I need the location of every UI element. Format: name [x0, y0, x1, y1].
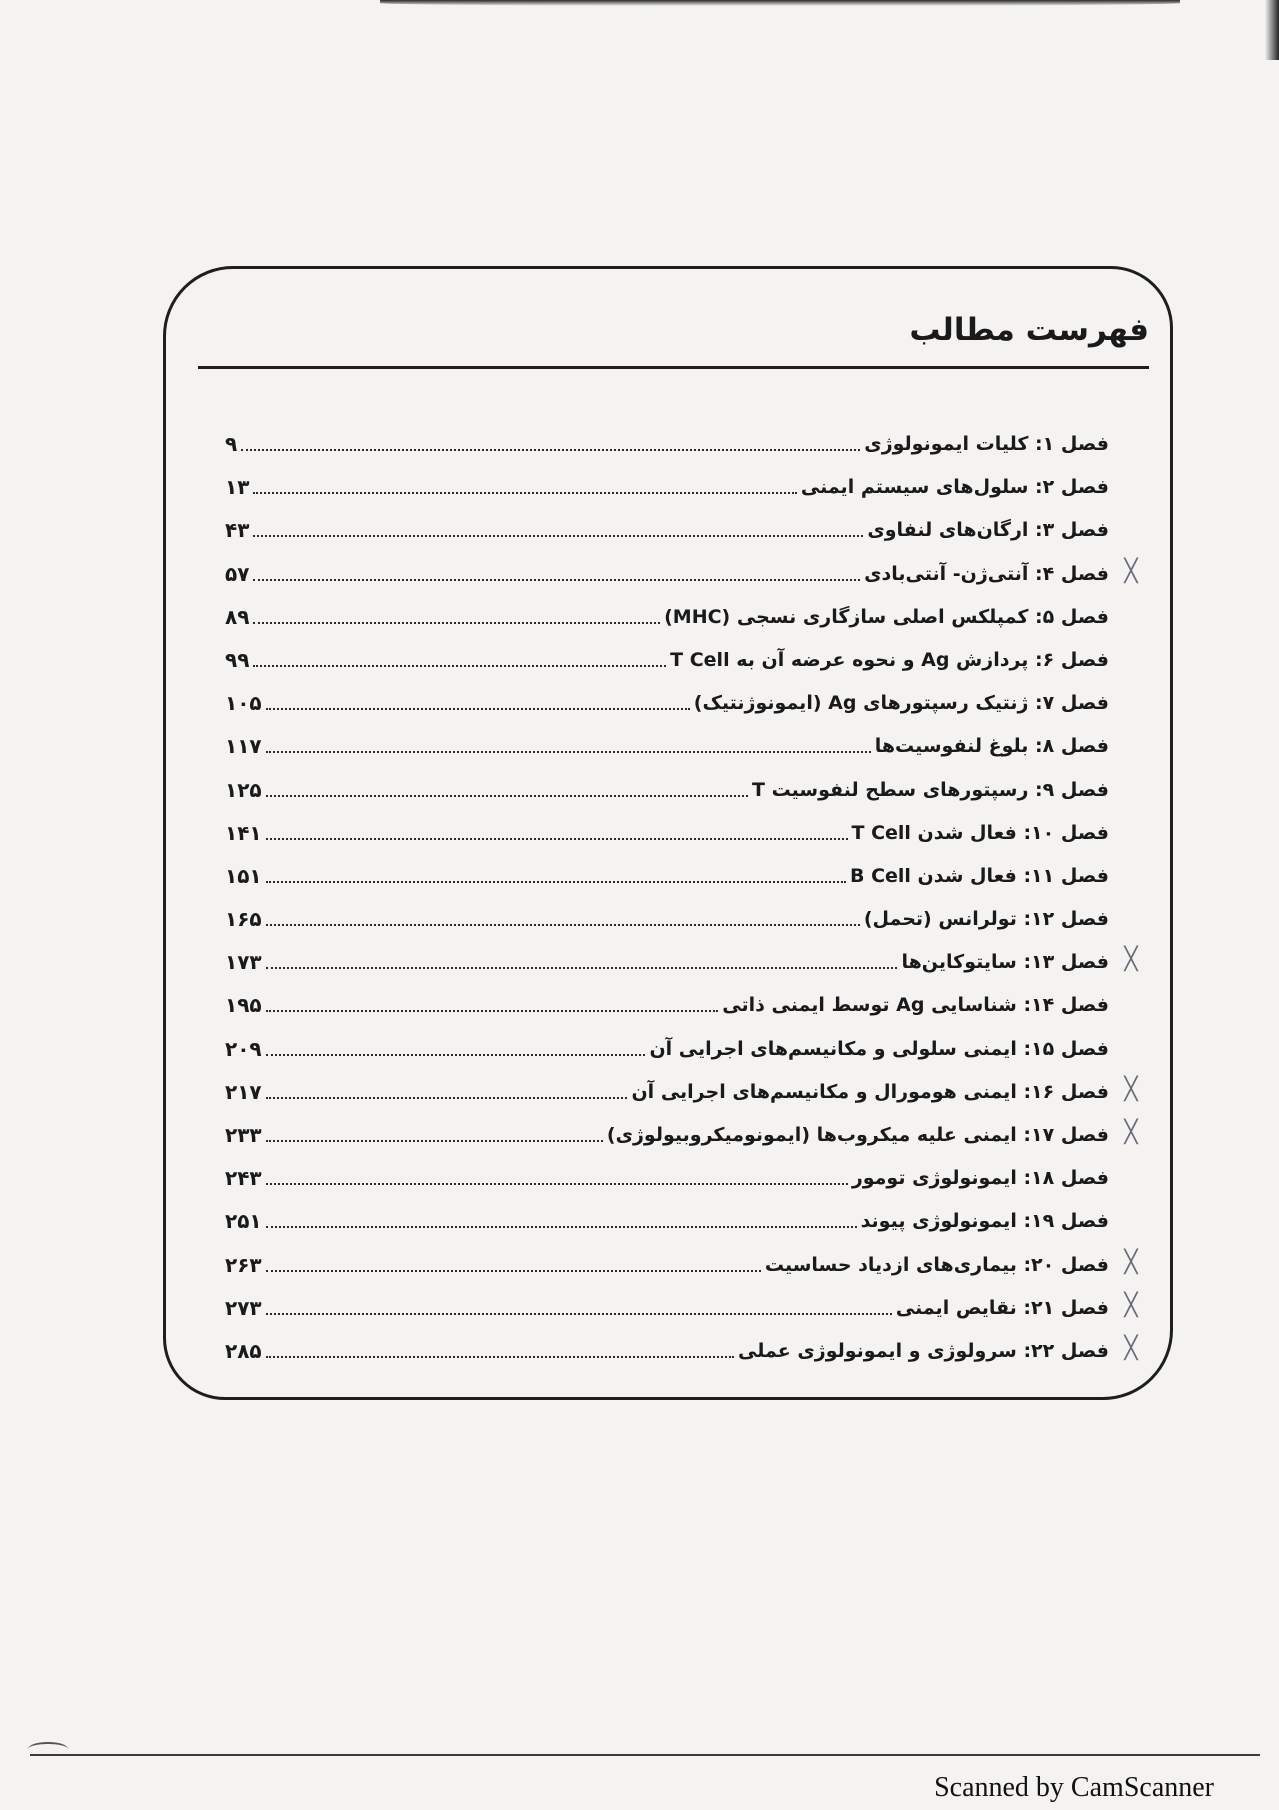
pencil-check-icon: ╳ [1124, 947, 1138, 973]
toc-chapter-title: فصل ۱۷: ایمنی علیه میکروب‌ها (ایمونومیکروبیولوژی) [606, 1124, 1109, 1146]
toc-page-number: ۹ [225, 432, 238, 456]
title-rule [198, 366, 1149, 369]
toc-entry-line [225, 1117, 1109, 1147]
toc-entry[interactable] [0, 728, 1279, 771]
toc-page-number: ۱۳ [225, 475, 250, 500]
toc-chapter-title: فصل ۱۱: فعال شدن B Cell [849, 864, 1109, 887]
pencil-check-icon: ╳ [1124, 1120, 1138, 1145]
dot-leader [266, 1270, 761, 1272]
toc-page-number: ۱۶۵ [225, 907, 262, 932]
toc-entry[interactable] [0, 1160, 1279, 1203]
toc-chapter-title: فصل ۱۰: فعال شدن T Cell [851, 821, 1109, 844]
toc-entry-line [225, 512, 1109, 542]
dot-leader [266, 838, 848, 840]
dot-leader [266, 967, 898, 969]
dot-leader [266, 1054, 646, 1056]
toc-entry-line [225, 728, 1109, 758]
toc-entry-line [225, 426, 1109, 456]
toc-page-number: ۱۲۵ [225, 777, 262, 802]
toc-page-number: ۲۶۳ [225, 1252, 262, 1277]
toc-chapter-title: فصل ۴: آنتی‌ژن- آنتی‌بادی [864, 562, 1109, 585]
toc-entry-line [225, 1203, 1109, 1233]
toc-chapter-title: فصل ۳: ارگان‌های لنفاوی [867, 519, 1109, 542]
dot-leader [266, 708, 690, 710]
toc-entry-line [225, 642, 1109, 672]
dot-leader [266, 1097, 628, 1099]
toc-entry-line [225, 1333, 1109, 1363]
dot-leader [253, 665, 666, 667]
dot-leader [253, 579, 860, 581]
toc-chapter-title: فصل ۲: سلول‌های سیستم ایمنی [800, 476, 1109, 499]
corner-shadow [1265, 0, 1279, 60]
dot-leader [266, 751, 871, 753]
toc-entry-line [225, 1290, 1109, 1320]
toc-entry-line [225, 469, 1109, 499]
toc-chapter-title: فصل ۱۲: تولرانس (تحمل) [863, 908, 1109, 931]
toc-page-number: ۲۷۳ [225, 1295, 262, 1320]
toc-page-number: ۲۱۷ [225, 1079, 262, 1104]
dot-leader [266, 1356, 734, 1358]
toc-entry-line [225, 685, 1109, 715]
toc-entry[interactable] [0, 1031, 1279, 1074]
toc-page-number: ۱۴۱ [225, 820, 262, 845]
toc-entry-line [225, 1031, 1109, 1061]
dot-leader [266, 1140, 603, 1142]
toc-entry[interactable] [0, 815, 1279, 858]
toc-entry-line [225, 901, 1109, 931]
toc-entry[interactable] [0, 685, 1279, 728]
toc-entry[interactable] [0, 772, 1279, 815]
toc-page-number: ۱۵۱ [225, 863, 262, 888]
toc-page-number: ۴۳ [225, 518, 250, 543]
dot-leader [266, 1313, 892, 1315]
toc-entry[interactable] [0, 556, 1279, 599]
toc-chapter-title: فصل ۱۵: ایمنی سلولی و مکانیسم‌های اجرایی آن [649, 1037, 1109, 1060]
toc-entry[interactable] [0, 1333, 1279, 1376]
toc-entry-line [225, 599, 1109, 629]
dot-leader [253, 492, 796, 494]
toc-page-number: ۵۷ [225, 561, 250, 586]
toc-page-number: ۲۸۵ [225, 1338, 262, 1363]
toc-page-number: ۱۰۵ [225, 691, 262, 716]
toc-title: فهرست مطالب [909, 312, 1149, 348]
dot-leader [266, 1226, 857, 1228]
toc-page-number: ۱۱۷ [225, 734, 262, 759]
toc-page-number: ۲۳۳ [225, 1123, 262, 1147]
toc-chapter-title: فصل ۱۴: شناسایی Ag توسط ایمنی ذاتی [722, 994, 1109, 1017]
toc-chapter-title: فصل ۱۸: ایمونولوژی تومور [851, 1167, 1109, 1190]
toc-chapter-title: فصل ۱۳: سایتوکاین‌ها [901, 951, 1109, 974]
toc-entry[interactable] [0, 1074, 1279, 1117]
toc-page-number: ۱۷۳ [225, 950, 262, 975]
toc-entry[interactable] [0, 426, 1279, 469]
pencil-check-icon: ╳ [1124, 1076, 1138, 1102]
toc-chapter-title: فصل ۲۲: سرولوژی و ایمونولوژی عملی [738, 1339, 1109, 1362]
toc-chapter-title: فصل ۸: بلوغ لنفوسیت‌ها [874, 735, 1109, 758]
toc-chapter-title: فصل ۵: کمپلکس اصلی سازگاری نسجی (MHC) [664, 605, 1109, 628]
bottom-rule [30, 1754, 1260, 1756]
toc-entry-line [225, 1247, 1109, 1277]
dot-leader [253, 535, 863, 537]
toc-entry[interactable] [0, 901, 1279, 944]
toc-chapter-title: فصل ۱۹: ایمونولوژی پیوند [860, 1210, 1109, 1233]
toc-entry-line [225, 987, 1109, 1017]
toc-chapter-title: فصل ۶: پردازش Ag و نحوه عرضه آن به T Cell [670, 648, 1109, 671]
toc-entry-line [225, 772, 1109, 802]
page-top-edge [380, 0, 1180, 6]
toc-entry[interactable] [0, 642, 1279, 685]
toc-chapter-title: فصل ۹: رسپتورهای سطح لنفوسیت T [751, 778, 1109, 801]
toc-page-number: ۲۰۹ [225, 1036, 262, 1061]
toc-entry[interactable] [0, 512, 1279, 555]
dot-leader [266, 795, 748, 797]
toc-chapter-title: فصل ۲۱: نقایص ایمنی [895, 1296, 1109, 1319]
toc-entry-line [225, 815, 1109, 845]
toc-entry-line [225, 1160, 1109, 1190]
dot-leader [266, 1183, 848, 1185]
scanner-watermark: Scanned by CamScanner [934, 1772, 1214, 1803]
toc-entry[interactable] [0, 1290, 1279, 1333]
toc-entry-line [225, 1074, 1109, 1104]
dot-leader [241, 449, 860, 451]
toc-chapter-title: فصل ۲۰: بیماری‌های ازدیاد حساسیت [764, 1253, 1109, 1276]
toc-entry[interactable] [0, 1117, 1279, 1160]
toc-chapter-title: فصل ۱۶: ایمنی هومورال و مکانیسم‌های اجرایی آن [631, 1080, 1109, 1103]
toc-page-number: ۲۴۳ [225, 1166, 262, 1191]
dot-leader [253, 622, 660, 624]
pencil-check-icon: ╳ [1124, 558, 1138, 584]
toc-page-number: ۱۹۵ [225, 993, 262, 1018]
toc-entry[interactable] [0, 1247, 1279, 1290]
toc-page-number: ۸۹ [225, 604, 250, 629]
pencil-check-icon: ╳ [1124, 1335, 1138, 1361]
pencil-check-icon: ╳ [1124, 1292, 1138, 1318]
toc-entry-line [225, 556, 1109, 586]
toc-entry[interactable] [0, 469, 1279, 512]
toc-chapter-title: فصل ۷: ژنتیک رسپتورهای Ag (ایمونوژنتیک) [693, 692, 1109, 715]
toc-entry[interactable] [0, 944, 1279, 987]
toc-list [0, 426, 1279, 1376]
toc-entry-line [225, 858, 1109, 888]
toc-entry-line [225, 944, 1109, 974]
toc-page-number: ۲۵۱ [225, 1209, 262, 1234]
dot-leader [266, 1010, 719, 1012]
toc-chapter-title: فصل ۱: کلیات ایمونولوژی [864, 433, 1109, 455]
dot-leader [266, 881, 846, 883]
toc-entry[interactable] [0, 1203, 1279, 1246]
toc-page-number: ۹۹ [225, 647, 250, 672]
toc-entry[interactable] [0, 599, 1279, 642]
toc-entry[interactable] [0, 858, 1279, 901]
toc-entry[interactable] [0, 987, 1279, 1030]
pencil-check-icon: ╳ [1124, 1249, 1138, 1275]
dot-leader [266, 924, 860, 926]
